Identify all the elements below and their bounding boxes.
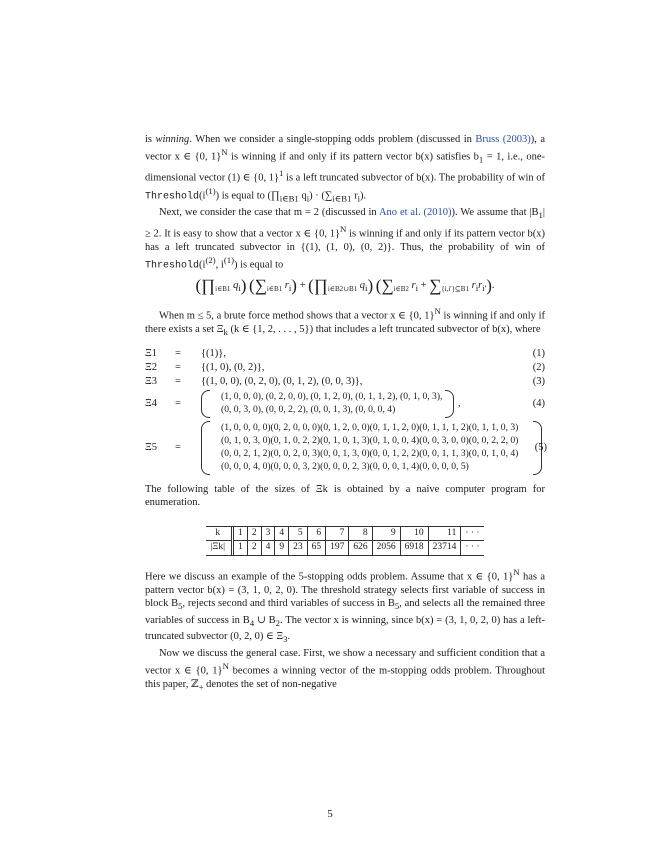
paragraph-general-case: Now we discuss the general case. First, we show a necessary and sufficient condition that a vector x ∈ {0, 1}$^N$ becomes a winning vector of the m-stopping odds problem. Throughout this paper, ℤ$_+$ denotes the set of non-negative xyxy=(145,647,545,693)
paragraph-single-stopping: is winning. When we consider a single-stopping odds problem (discussed in Bruss (2003)), a vector x ∈ {0, 1}$^N$ is winning if and only if its pattern vector b(x) satisfies $b_1 = 1$, i.e., one-dimensional vector (1) ∈ {0, 1}$^1$ is a left truncated subvector of b(x). The probability of win of $Threshold(i^{(1)})$ is equal to ($\prod_{i\in B1}$ $q_i) \cdot (\sum_{i\in B1}$ $r_i$). xyxy=(145,134,546,204)
emph-winning: winning xyxy=(155,134,190,145)
equation-number: (3) xyxy=(532,376,545,388)
equation-xi5: Ξ5 = (1, 0, 0, 0, 0)(0, 2, 0, 0, 0)(0, 1, 2, 0, 0)(0, 1, 1, 2, 0)(0, 1, 1, 1, 2)(0, 1, 1, 0, 3) (0, 1, 0, 3, 0)(0, 1, 0, 2, 2)(0, 1, 0, 1, 3)(0, 1, 0, 0, 4)(0, 0, 3, 0, 0)(0, 0, 2, 2, 0) (0, 0, 2, 1, 2)(0, 0, 2, 0, 3)(0, 0, 1, 3, 0)(0, 0, 1, 2, 2)(0, 0, 1, 1, 3)(0, 0, 1, 0, 4) (0, 0, 0, 4, 0)(0, 0, 0, 3, 2)(0, 0, 0, 2, 3)(0, 0, 0, 1, 4)(0, 0, 0, 0, 5) (5) xyxy=(145,419,545,477)
threshold-code: Threshold xyxy=(145,191,200,203)
page-body xyxy=(145,133,545,695)
paragraph-example: Here we discuss an example of the 5-stopping odds problem. Assume that x ∈ {0, 1}$^N$ has a pattern vector b(x) = (3, 1, 0, 2, 0). The threshold strategy selects first variable of success in block $B_5$, rejects second and third variables of success in $B_5$, and selects all the remained three variables of success in $B_4$ ∪ $B_2$. The vector x is winning, since b(x) = (3, 1, 0, 2, 0) has a left-truncated subvector (0, 2, 0) ∈ $\Xi_3$. xyxy=(145,567,545,645)
equation-number: (1) xyxy=(532,348,545,360)
equation-number: (4) xyxy=(532,398,545,410)
display-equation-win-probability: ($\prod_{i\in B1}$ $q_i$) ($\sum_{i\in B1}$ $r_i$) + ($\prod_{i\in B2\cup B1}$ $q_i$) ($\sum_{i\in B2}$ $r_i + \sum_{\{i,i'\}⊆B1}$ $r_ir_{i'}$). xyxy=(195,276,495,296)
table-row: k 1 2 3 4 5 6 7 8 9 10 11 · · · xyxy=(206,527,483,541)
equation-xi3: Ξ3 = {(1, 0, 0), (0, 2, 0), (0, 1, 2), (0, 0, 3)}, (3) xyxy=(145,376,545,388)
threshold-code-2: Threshold xyxy=(145,260,200,272)
equation-xi2: Ξ2 = {(1, 0), (0, 2)}, (2) xyxy=(145,362,545,374)
equation-xi4: Ξ4 = (1, 0, 0, 0), (0, 2, 0, 0), (0, 1, 2, 0), (0, 1, 1, 2), (0, 1, 0, 3), (0, 0, 3, 0), (0, 0, 2, 2), (0, 0, 1, 3), (0, 0, 0, 4) , (4) xyxy=(145,389,545,419)
equation-xi1: Ξ1 = {(1)}, (1) xyxy=(145,348,545,360)
paragraph-brute-force: When m ≤ 5, a brute force method shows that a vector x ∈ {0, 1}$^N$ is winning if and only if there exists a set $\Xi_k$ (k ∈ {1, 2, . . . , 5}) that includes a left truncated subvector of b(x), where xyxy=(145,305,546,337)
paragraph-table-intro: The following table of the sizes of Ξk is obtained by a naive computer program for enumeration. xyxy=(145,484,545,509)
table-container xyxy=(145,526,545,560)
left-brace xyxy=(201,390,210,418)
citation-link-bruss[interactable]: Bruss (2003) xyxy=(475,134,531,145)
equation-number: (5) xyxy=(534,442,547,454)
sizes-table xyxy=(206,527,483,555)
equation-number: (2) xyxy=(532,362,545,374)
right-brace xyxy=(445,390,454,418)
page-number: 5 xyxy=(327,808,333,820)
table-row: |Ξk| 1 2 4 9 23 65 197 626 2056 6918 23714 · · · xyxy=(206,541,483,555)
left-brace xyxy=(201,421,210,475)
citation-link-ano[interactable]: Ano et al. (2010) xyxy=(378,207,452,219)
paragraph-two-stopping: Next, we consider the case that m = 2 (discussed in Ano et al. (2010)). We assume that $|B_1| \ge 2$. It is easy to show that a vector x ∈ {0, 1}$^N$ is winning if and only if its pattern vector b(x) has a left truncated subvector in {(1), (1, 0), (0, 2)}. Thus, the probability of win of $Threshold(i^{(2)}$, $i^{(1)}$) is equal to xyxy=(145,207,545,272)
